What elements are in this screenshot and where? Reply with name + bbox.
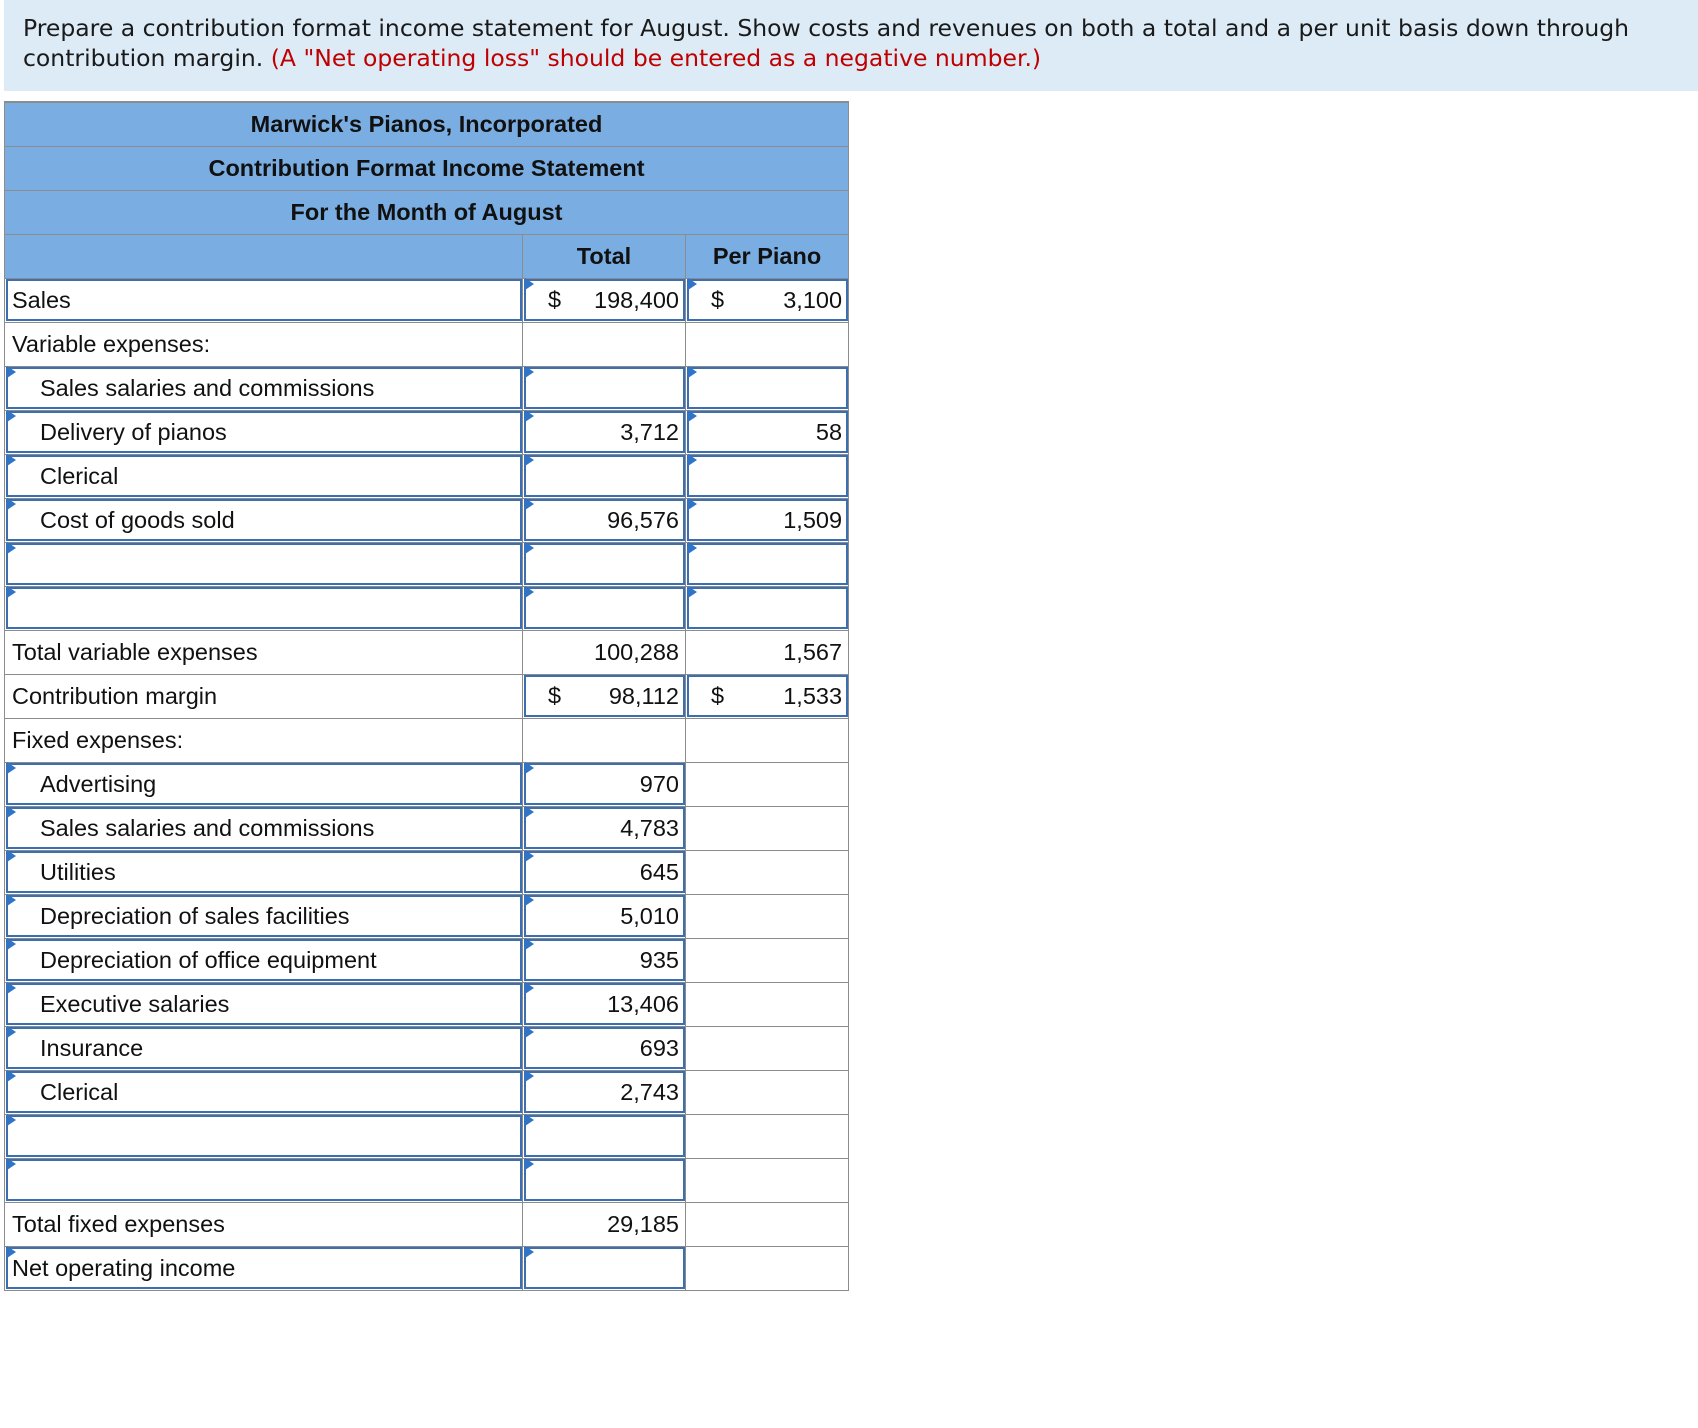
empty-cell bbox=[686, 1026, 849, 1070]
variable-expense-total-input[interactable] bbox=[523, 586, 686, 630]
variable-expense-label-select[interactable]: Delivery of pianos bbox=[5, 410, 523, 454]
fixed-expenses-label: Fixed expenses: bbox=[5, 718, 523, 762]
fixed-expense-total-input[interactable]: 4,783 bbox=[523, 806, 686, 850]
currency-symbol: $ bbox=[548, 682, 562, 709]
empty-cell bbox=[686, 322, 849, 366]
contribution-margin-label: Contribution margin bbox=[5, 674, 523, 718]
fixed-expense-label-select[interactable]: Depreciation of sales facilities bbox=[5, 894, 523, 938]
empty-cell bbox=[686, 1070, 849, 1114]
variable-expense-label-select[interactable]: Sales salaries and commissions bbox=[5, 366, 523, 410]
fixed-expense-total-input[interactable] bbox=[523, 1114, 686, 1158]
variable-expense-per-unit-input[interactable]: 58 bbox=[686, 410, 849, 454]
currency-symbol: $ bbox=[711, 682, 725, 709]
variable-expense-total-input[interactable] bbox=[523, 454, 686, 498]
fixed-expenses-header-row bbox=[5, 718, 849, 762]
variable-expense-per-unit-input[interactable]: 1,509 bbox=[686, 498, 849, 542]
fixed-expense-label-select[interactable]: Sales salaries and commissions bbox=[5, 806, 523, 850]
fixed-expense-row bbox=[5, 1158, 849, 1202]
label-column-header bbox=[5, 234, 523, 278]
empty-cell bbox=[686, 762, 849, 806]
variable-expense-per-unit-input[interactable] bbox=[686, 542, 849, 586]
fixed-expense-row bbox=[5, 938, 849, 982]
fixed-expense-row bbox=[5, 1026, 849, 1070]
variable-expense-row bbox=[5, 586, 849, 630]
variable-expense-row bbox=[5, 454, 849, 498]
empty-cell bbox=[686, 806, 849, 850]
empty-cell bbox=[686, 1158, 849, 1202]
statement-title: Contribution Format Income Statement bbox=[5, 146, 849, 190]
total-variable-expenses-label: Total variable expenses bbox=[5, 630, 523, 674]
fixed-expense-total-input[interactable]: 645 bbox=[523, 850, 686, 894]
fixed-expense-label-select[interactable]: Depreciation of office equipment bbox=[5, 938, 523, 982]
empty-cell bbox=[686, 718, 849, 762]
total-fixed-expenses-row bbox=[5, 1202, 849, 1246]
variable-expense-label-select[interactable] bbox=[5, 542, 523, 586]
variable-expense-label-select[interactable] bbox=[5, 586, 523, 630]
empty-cell bbox=[686, 938, 849, 982]
variable-expense-row bbox=[5, 498, 849, 542]
empty-cell bbox=[686, 1114, 849, 1158]
sales-total-input[interactable] bbox=[523, 278, 686, 322]
total-variable-expenses-row bbox=[5, 630, 849, 674]
net-operating-income-label-select[interactable]: Net operating income bbox=[5, 1246, 523, 1290]
header-company-row bbox=[5, 102, 849, 146]
empty-cell bbox=[523, 718, 686, 762]
contribution-margin-per-unit-value: 1,533 bbox=[783, 682, 843, 709]
total-variable-expenses-per-unit: 1,567 bbox=[686, 630, 849, 674]
fixed-expense-total-input[interactable] bbox=[523, 1158, 686, 1202]
currency-symbol: $ bbox=[711, 286, 725, 313]
fixed-expense-label-select[interactable] bbox=[5, 1114, 523, 1158]
empty-cell bbox=[523, 322, 686, 366]
fixed-expense-total-input[interactable]: 970 bbox=[523, 762, 686, 806]
fixed-expense-row bbox=[5, 1114, 849, 1158]
fixed-expense-row bbox=[5, 982, 849, 1026]
variable-expense-label-select[interactable]: Clerical bbox=[5, 454, 523, 498]
fixed-expense-row bbox=[5, 762, 849, 806]
empty-cell bbox=[686, 1202, 849, 1246]
fixed-expense-row bbox=[5, 1070, 849, 1114]
total-variable-expenses-total: 100,288 bbox=[523, 630, 686, 674]
contribution-margin-row bbox=[5, 674, 849, 718]
sales-per-unit-value: 3,100 bbox=[783, 286, 843, 313]
currency-symbol: $ bbox=[548, 286, 562, 313]
variable-expense-row bbox=[5, 366, 849, 410]
fixed-expense-label-select[interactable]: Insurance bbox=[5, 1026, 523, 1070]
fixed-expense-row bbox=[5, 806, 849, 850]
sales-per-unit-input[interactable] bbox=[686, 278, 849, 322]
variable-expense-label-select[interactable]: Cost of goods sold bbox=[5, 498, 523, 542]
net-operating-income-row bbox=[5, 1246, 849, 1290]
per-unit-column-header: Per Piano bbox=[686, 234, 849, 278]
income-statement-table bbox=[4, 101, 849, 1291]
contribution-margin-total bbox=[523, 674, 686, 718]
fixed-expense-total-input[interactable]: 693 bbox=[523, 1026, 686, 1070]
instructions-note: (A "Net operating loss" should be entered as a negative number.) bbox=[270, 44, 1042, 72]
statement-period: For the Month of August bbox=[5, 190, 849, 234]
fixed-expense-label-select[interactable]: Executive salaries bbox=[5, 982, 523, 1026]
total-column-header: Total bbox=[523, 234, 686, 278]
fixed-expense-label-select[interactable]: Utilities bbox=[5, 850, 523, 894]
fixed-expense-label-select[interactable]: Clerical bbox=[5, 1070, 523, 1114]
variable-expense-row bbox=[5, 542, 849, 586]
header-title-row bbox=[5, 146, 849, 190]
empty-cell bbox=[686, 982, 849, 1026]
fixed-expense-row bbox=[5, 894, 849, 938]
instructions-text: Prepare a contribution format income statement for August. Show costs and revenues on both a total and a per unit basis down through contribution margin. bbox=[23, 14, 1630, 72]
empty-cell bbox=[686, 894, 849, 938]
column-header-row bbox=[5, 234, 849, 278]
sales-row bbox=[5, 278, 849, 322]
sales-total-value: 198,400 bbox=[594, 286, 679, 313]
fixed-expense-total-input[interactable]: 5,010 bbox=[523, 894, 686, 938]
total-fixed-expenses-total: 29,185 bbox=[523, 1202, 686, 1246]
fixed-expense-row bbox=[5, 850, 849, 894]
variable-expenses-header-row bbox=[5, 322, 849, 366]
sales-label: Sales bbox=[5, 278, 523, 322]
variable-expense-per-unit-input[interactable] bbox=[686, 454, 849, 498]
fixed-expense-total-input[interactable]: 2,743 bbox=[523, 1070, 686, 1114]
fixed-expense-total-input[interactable]: 935 bbox=[523, 938, 686, 982]
contribution-margin-total-value: 98,112 bbox=[608, 682, 679, 709]
total-fixed-expenses-label: Total fixed expenses bbox=[5, 1202, 523, 1246]
variable-expense-total-input[interactable] bbox=[523, 366, 686, 410]
fixed-expense-label-select[interactable]: Advertising bbox=[5, 762, 523, 806]
variable-expense-total-input[interactable]: 3,712 bbox=[523, 410, 686, 454]
variable-expense-row bbox=[5, 410, 849, 454]
company-name: Marwick's Pianos, Incorporated bbox=[5, 102, 849, 146]
instructions-panel bbox=[4, 0, 1698, 91]
fixed-expense-label-select[interactable] bbox=[5, 1158, 523, 1202]
variable-expense-total-input[interactable] bbox=[523, 542, 686, 586]
header-period-row bbox=[5, 190, 849, 234]
empty-cell bbox=[686, 1246, 849, 1290]
variable-expenses-label: Variable expenses: bbox=[5, 322, 523, 366]
variable-expense-total-input[interactable]: 96,576 bbox=[523, 498, 686, 542]
empty-cell bbox=[686, 850, 849, 894]
net-operating-income-total-input[interactable] bbox=[523, 1246, 686, 1290]
fixed-expense-total-input[interactable]: 13,406 bbox=[523, 982, 686, 1026]
variable-expense-per-unit-input[interactable] bbox=[686, 586, 849, 630]
contribution-margin-per-unit bbox=[686, 674, 849, 718]
variable-expense-per-unit-input[interactable] bbox=[686, 366, 849, 410]
